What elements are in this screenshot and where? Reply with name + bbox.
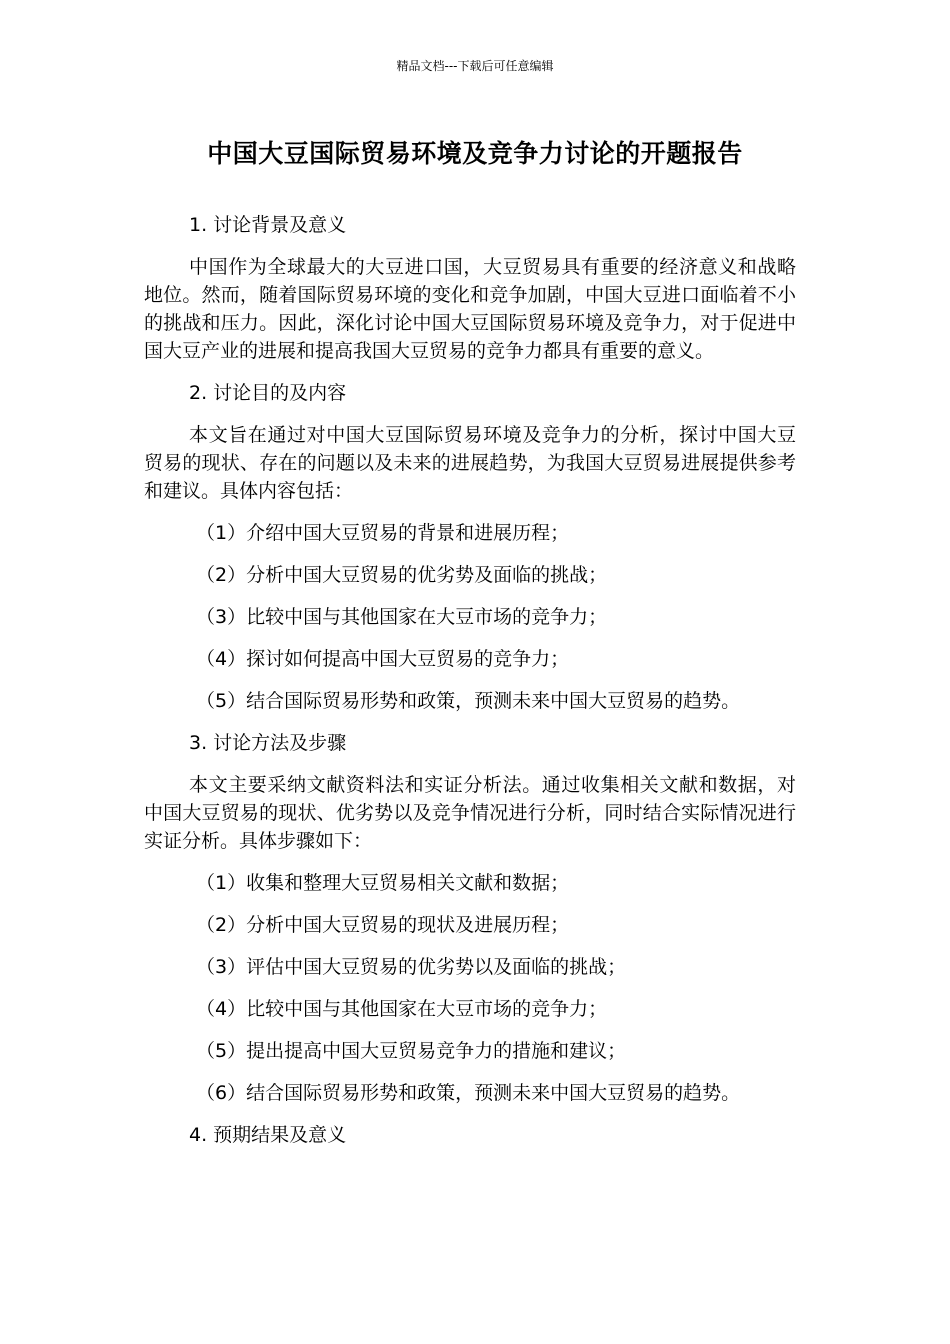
document-title: 中国大豆国际贸易环境及竞争力讨论的开题报告: [207, 139, 743, 168]
section-paragraph-2: 本文旨在通过对中国大豆国际贸易环境及竞争力的分析，探讨中国大豆贸易的现状、存在的问题以及未来的进展趋势，为我国大豆贸易进展提供参考和建议。具体内容包括：: [144, 424, 796, 502]
section-heading-1: 1. 讨论背景及意义: [189, 214, 347, 236]
page-header: 精品文档---下载后可任意编辑: [396, 59, 554, 73]
list-item: （1）收集和整理大豆贸易相关文献和数据；: [196, 872, 570, 894]
list-item: （2）分析中国大豆贸易的优劣势及面临的挑战；: [196, 564, 608, 586]
list-item: （4）探讨如何提高中国大豆贸易的竞争力；: [196, 648, 570, 670]
section-heading-4: 4. 预期结果及意义: [189, 1124, 347, 1146]
section-paragraph-3: 本文主要采纳文献资料法和实证分析法。通过收集相关文献和数据，对中国大豆贸易的现状、优劣势以及竞争情况进行分析，同时结合实际情况进行实证分析。具体步骤如下：: [144, 774, 796, 852]
section-heading-2: 2. 讨论目的及内容: [189, 382, 347, 404]
list-item: （6）结合国际贸易形势和政策，预测未来中国大豆贸易的趋势。: [196, 1082, 741, 1104]
section-paragraph-1: 中国作为全球最大的大豆进口国，大豆贸易具有重要的经济意义和战略地位。然而，随着国际贸易环境的变化和竞争加剧，中国大豆进口面临着不小的挑战和压力。因此，深化讨论中国大豆国际贸易环境及竞争力，对于促进中国大豆产业的进展和提高我国大豆贸易的竞争力都具有重要的意义。: [144, 256, 796, 362]
list-item: （2）分析中国大豆贸易的现状及进展历程；: [196, 914, 570, 936]
section-heading-3: 3. 讨论方法及步骤: [189, 732, 347, 754]
list-item: （5）提出提高中国大豆贸易竞争力的措施和建议；: [196, 1040, 627, 1062]
list-item: （4）比较中国与其他国家在大豆市场的竞争力；: [196, 998, 608, 1020]
list-item: （3）评估中国大豆贸易的优劣势以及面临的挑战；: [196, 956, 627, 978]
document-body: [144, 211, 796, 1163]
list-item: （1）介绍中国大豆贸易的背景和进展历程；: [196, 522, 570, 544]
list-item: （5）结合国际贸易形势和政策，预测未来中国大豆贸易的趋势。: [196, 690, 741, 712]
list-item: （3）比较中国与其他国家在大豆市场的竞争力；: [196, 606, 608, 628]
